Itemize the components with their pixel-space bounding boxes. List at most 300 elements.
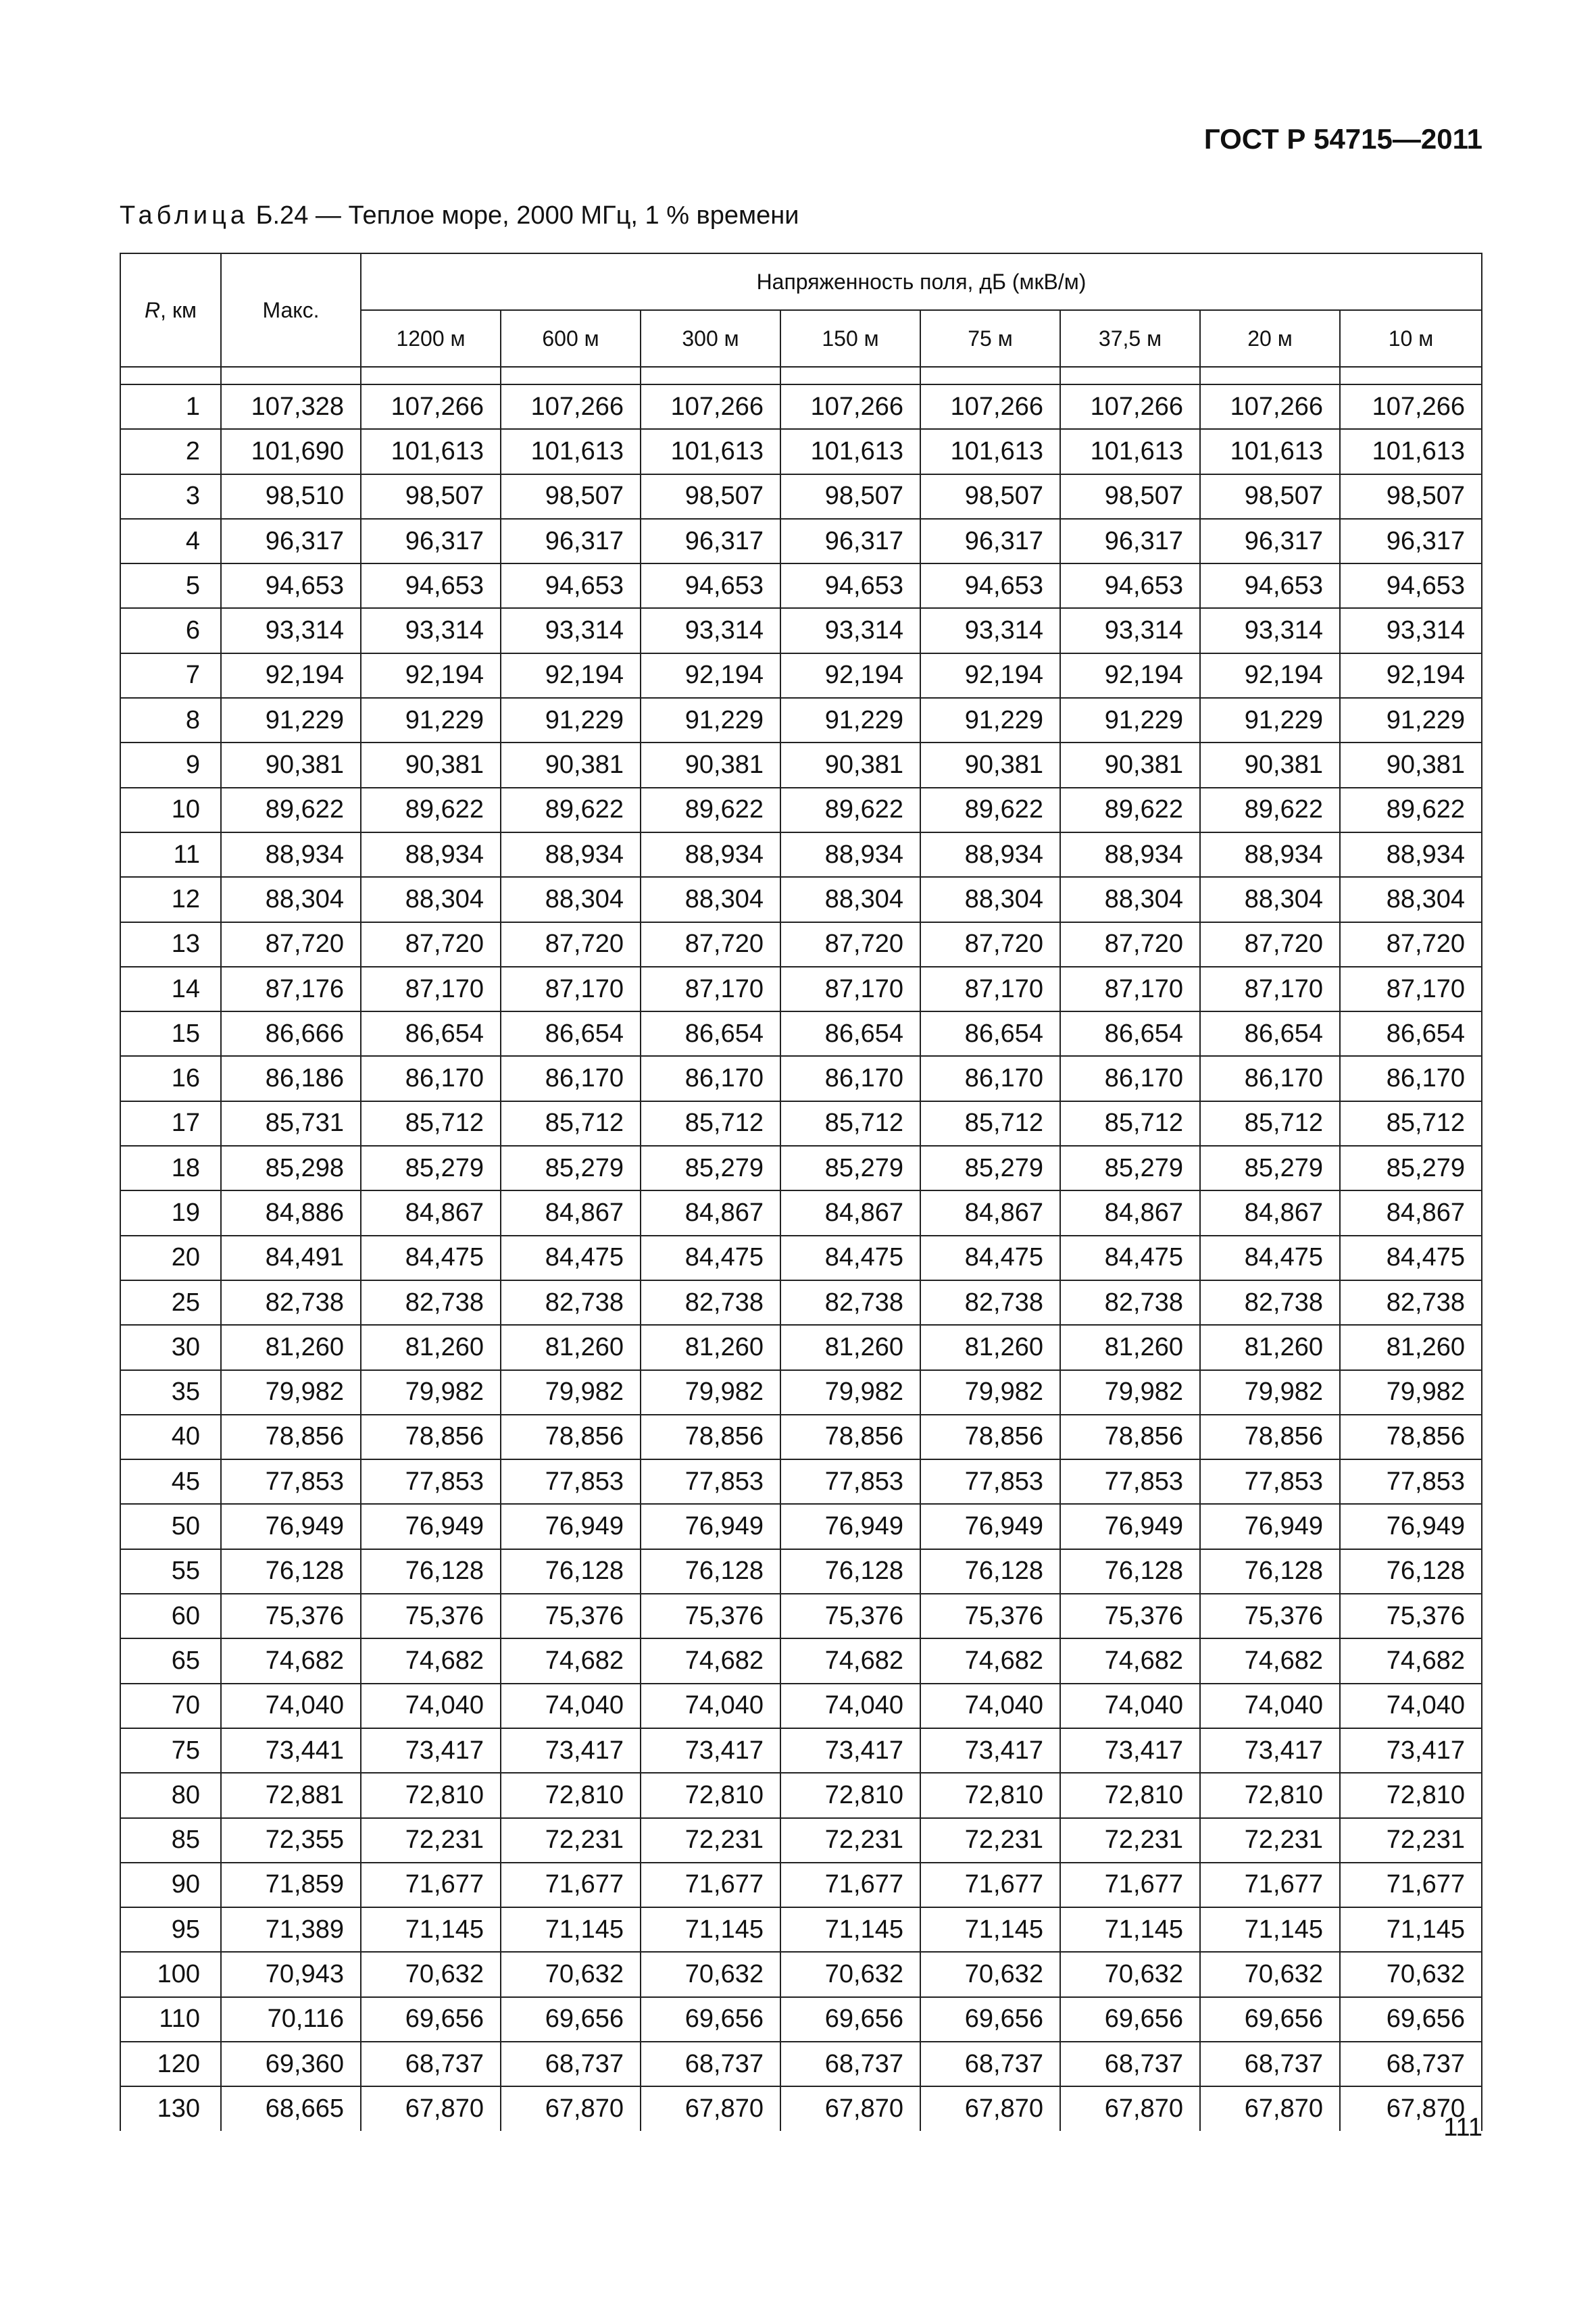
cell-field-strength: 76,128 — [361, 1549, 501, 1594]
table-row — [120, 1549, 1482, 1594]
cell-field-strength: 86,170 — [920, 1056, 1060, 1101]
cell-field-strength: 85,279 — [1060, 1146, 1200, 1190]
table-row — [120, 1684, 1482, 1728]
cell-field-strength: 85,712 — [641, 1101, 780, 1146]
cell-field-strength: 98,507 — [1060, 474, 1200, 519]
cell-field-strength: 72,231 — [1340, 1818, 1482, 1863]
cell-field-strength: 78,856 — [641, 1415, 780, 1459]
cell-field-strength: 84,475 — [780, 1236, 920, 1280]
cell-field-strength: 85,712 — [1340, 1101, 1482, 1146]
table-row — [120, 474, 1482, 519]
cell-r-km: 20 — [120, 1236, 221, 1280]
header-height-37-5: 37,5 м — [1060, 310, 1200, 367]
cell-max: 78,856 — [221, 1415, 361, 1459]
cell-field-strength: 76,128 — [1060, 1549, 1200, 1594]
cell-r-km: 11 — [120, 832, 221, 877]
cell-field-strength: 72,810 — [501, 1773, 641, 1817]
cell-field-strength: 90,381 — [501, 743, 641, 787]
table-caption-label: Таблица — [120, 201, 249, 230]
cell-r-km: 19 — [120, 1190, 221, 1235]
cell-field-strength: 76,128 — [920, 1549, 1060, 1594]
header-r-symbol: R — [145, 297, 161, 322]
cell-field-strength: 87,720 — [1200, 922, 1340, 967]
cell-field-strength: 98,507 — [1200, 474, 1340, 519]
cell-field-strength: 89,622 — [920, 788, 1060, 832]
cell-max: 94,653 — [221, 563, 361, 608]
cell-field-strength: 87,170 — [1060, 967, 1200, 1011]
cell-field-strength: 73,417 — [501, 1728, 641, 1773]
table-row — [120, 1997, 1482, 2042]
table-row — [120, 922, 1482, 967]
cell-field-strength: 88,304 — [780, 877, 920, 922]
cell-r-km: 80 — [120, 1773, 221, 1817]
cell-field-strength: 85,279 — [920, 1146, 1060, 1190]
cell-field-strength: 87,170 — [920, 967, 1060, 1011]
cell-field-strength: 107,266 — [361, 384, 501, 429]
cell-field-strength: 81,260 — [1340, 1325, 1482, 1369]
cell-field-strength: 86,170 — [641, 1056, 780, 1101]
header-max: Макс. — [221, 253, 361, 367]
header-spacer-row — [120, 367, 1482, 384]
cell-field-strength: 84,475 — [1060, 1236, 1200, 1280]
cell-field-strength: 88,934 — [1060, 832, 1200, 877]
cell-max: 107,328 — [221, 384, 361, 429]
cell-field-strength: 70,632 — [780, 1952, 920, 1996]
cell-field-strength: 69,656 — [361, 1997, 501, 2042]
cell-field-strength: 87,170 — [501, 967, 641, 1011]
cell-field-strength: 86,654 — [1340, 1011, 1482, 1056]
page-number: 111 — [1443, 2113, 1482, 2142]
cell-r-km: 90 — [120, 1863, 221, 1907]
cell-field-strength: 71,145 — [780, 1907, 920, 1952]
cell-field-strength: 86,654 — [780, 1011, 920, 1056]
cell-r-km: 13 — [120, 922, 221, 967]
cell-field-strength: 86,170 — [1060, 1056, 1200, 1101]
table-row — [120, 967, 1482, 1011]
cell-field-strength: 91,229 — [780, 698, 920, 743]
cell-field-strength: 67,870 — [1340, 2086, 1482, 2130]
cell-field-strength: 85,712 — [920, 1101, 1060, 1146]
cell-field-strength: 92,194 — [501, 653, 641, 698]
table-row — [120, 608, 1482, 653]
cell-field-strength: 67,870 — [1200, 2086, 1340, 2130]
cell-r-km: 95 — [120, 1907, 221, 1952]
header-r-km — [120, 253, 221, 367]
cell-field-strength: 69,656 — [501, 1997, 641, 2042]
cell-field-strength: 87,170 — [1200, 967, 1340, 1011]
cell-max: 88,304 — [221, 877, 361, 922]
cell-field-strength: 94,653 — [920, 563, 1060, 608]
table-row — [120, 1773, 1482, 1817]
cell-field-strength: 86,170 — [1340, 1056, 1482, 1101]
table-row — [120, 1863, 1482, 1907]
cell-field-strength: 69,656 — [1200, 1997, 1340, 2042]
cell-field-strength: 74,040 — [1340, 1684, 1482, 1728]
header-height-300: 300 м — [641, 310, 780, 367]
cell-field-strength: 77,853 — [780, 1459, 920, 1504]
cell-r-km: 40 — [120, 1415, 221, 1459]
cell-field-strength: 87,170 — [641, 967, 780, 1011]
cell-field-strength: 69,656 — [780, 1997, 920, 2042]
cell-field-strength: 76,949 — [501, 1504, 641, 1549]
cell-field-strength: 96,317 — [920, 519, 1060, 563]
cell-field-strength: 90,381 — [920, 743, 1060, 787]
cell-field-strength: 101,613 — [361, 429, 501, 474]
cell-field-strength: 94,653 — [780, 563, 920, 608]
cell-field-strength: 76,949 — [641, 1504, 780, 1549]
cell-field-strength: 67,870 — [501, 2086, 641, 2130]
table-body — [120, 367, 1482, 2131]
cell-field-strength: 91,229 — [1200, 698, 1340, 743]
cell-field-strength: 77,853 — [1060, 1459, 1200, 1504]
cell-field-strength: 72,810 — [641, 1773, 780, 1817]
cell-field-strength: 86,170 — [780, 1056, 920, 1101]
cell-field-strength: 101,613 — [780, 429, 920, 474]
cell-field-strength: 84,475 — [1200, 1236, 1340, 1280]
table-row — [120, 698, 1482, 743]
cell-max: 91,229 — [221, 698, 361, 743]
cell-max: 74,040 — [221, 1684, 361, 1728]
cell-field-strength: 71,677 — [1060, 1863, 1200, 1907]
table-row — [120, 384, 1482, 429]
cell-field-strength: 71,677 — [361, 1863, 501, 1907]
cell-field-strength: 86,654 — [1060, 1011, 1200, 1056]
cell-field-strength: 76,949 — [1340, 1504, 1482, 1549]
cell-field-strength: 93,314 — [1200, 608, 1340, 653]
cell-field-strength: 88,304 — [641, 877, 780, 922]
cell-field-strength: 86,170 — [1200, 1056, 1340, 1101]
cell-field-strength: 72,231 — [361, 1818, 501, 1863]
cell-field-strength: 88,934 — [361, 832, 501, 877]
cell-field-strength: 86,654 — [1200, 1011, 1340, 1056]
cell-field-strength: 91,229 — [1340, 698, 1482, 743]
table-row — [120, 1504, 1482, 1549]
cell-field-strength: 77,853 — [641, 1459, 780, 1504]
cell-field-strength: 81,260 — [1060, 1325, 1200, 1369]
cell-max: 89,622 — [221, 788, 361, 832]
cell-field-strength: 71,677 — [920, 1863, 1060, 1907]
cell-r-km: 25 — [120, 1280, 221, 1325]
cell-field-strength: 75,376 — [641, 1594, 780, 1638]
cell-field-strength: 74,682 — [361, 1638, 501, 1683]
cell-r-km: 45 — [120, 1459, 221, 1504]
cell-field-strength: 72,810 — [361, 1773, 501, 1817]
cell-field-strength: 67,870 — [1060, 2086, 1200, 2130]
cell-field-strength: 88,934 — [920, 832, 1060, 877]
cell-r-km: 30 — [120, 1325, 221, 1369]
cell-field-strength: 67,870 — [780, 2086, 920, 2130]
cell-field-strength: 88,934 — [501, 832, 641, 877]
cell-field-strength: 76,949 — [780, 1504, 920, 1549]
cell-field-strength: 76,128 — [501, 1549, 641, 1594]
cell-field-strength: 87,720 — [1340, 922, 1482, 967]
cell-max: 87,720 — [221, 922, 361, 967]
cell-field-strength: 73,417 — [1060, 1728, 1200, 1773]
cell-field-strength: 93,314 — [641, 608, 780, 653]
cell-r-km: 50 — [120, 1504, 221, 1549]
cell-field-strength: 74,682 — [1340, 1638, 1482, 1683]
cell-field-strength: 71,145 — [641, 1907, 780, 1952]
cell-field-strength: 94,653 — [1340, 563, 1482, 608]
cell-field-strength: 76,128 — [1340, 1549, 1482, 1594]
cell-field-strength: 92,194 — [1340, 653, 1482, 698]
cell-field-strength: 81,260 — [501, 1325, 641, 1369]
cell-field-strength: 107,266 — [501, 384, 641, 429]
cell-field-strength: 87,720 — [501, 922, 641, 967]
cell-field-strength: 107,266 — [780, 384, 920, 429]
cell-field-strength: 107,266 — [1340, 384, 1482, 429]
cell-field-strength: 67,870 — [641, 2086, 780, 2130]
cell-field-strength: 81,260 — [1200, 1325, 1340, 1369]
cell-field-strength: 87,170 — [361, 967, 501, 1011]
cell-field-strength: 78,856 — [361, 1415, 501, 1459]
table-row — [120, 832, 1482, 877]
cell-field-strength: 70,632 — [1200, 1952, 1340, 1996]
cell-r-km: 2 — [120, 429, 221, 474]
cell-field-strength: 90,381 — [641, 743, 780, 787]
cell-max: 96,317 — [221, 519, 361, 563]
cell-field-strength: 73,417 — [1200, 1728, 1340, 1773]
cell-field-strength: 81,260 — [780, 1325, 920, 1369]
cell-field-strength: 101,613 — [1200, 429, 1340, 474]
cell-r-km: 130 — [120, 2086, 221, 2130]
cell-field-strength: 82,738 — [501, 1280, 641, 1325]
cell-field-strength: 74,040 — [920, 1684, 1060, 1728]
cell-max: 84,491 — [221, 1236, 361, 1280]
cell-field-strength: 107,266 — [641, 384, 780, 429]
cell-field-strength: 74,682 — [1200, 1638, 1340, 1683]
cell-field-strength: 88,934 — [780, 832, 920, 877]
cell-field-strength: 98,507 — [780, 474, 920, 519]
cell-r-km: 15 — [120, 1011, 221, 1056]
cell-field-strength: 86,654 — [920, 1011, 1060, 1056]
cell-field-strength: 96,317 — [1200, 519, 1340, 563]
table-row — [120, 1146, 1482, 1190]
cell-field-strength: 90,381 — [780, 743, 920, 787]
cell-r-km: 12 — [120, 877, 221, 922]
header-height-600: 600 м — [501, 310, 641, 367]
table-header — [120, 253, 1482, 367]
cell-field-strength: 92,194 — [780, 653, 920, 698]
cell-field-strength: 85,279 — [361, 1146, 501, 1190]
cell-field-strength: 88,304 — [920, 877, 1060, 922]
cell-field-strength: 84,867 — [920, 1190, 1060, 1235]
cell-field-strength: 87,170 — [780, 967, 920, 1011]
cell-max: 88,934 — [221, 832, 361, 877]
cell-field-strength: 98,507 — [641, 474, 780, 519]
cell-field-strength: 87,170 — [1340, 967, 1482, 1011]
cell-field-strength: 72,810 — [780, 1773, 920, 1817]
cell-field-strength: 89,622 — [780, 788, 920, 832]
cell-field-strength: 72,810 — [1340, 1773, 1482, 1817]
cell-field-strength: 91,229 — [1060, 698, 1200, 743]
cell-r-km: 9 — [120, 743, 221, 787]
cell-field-strength: 76,949 — [920, 1504, 1060, 1549]
cell-r-km: 110 — [120, 1997, 221, 2042]
cell-field-strength: 84,475 — [920, 1236, 1060, 1280]
cell-field-strength: 89,622 — [1340, 788, 1482, 832]
cell-field-strength: 69,656 — [920, 1997, 1060, 2042]
cell-field-strength: 74,040 — [1060, 1684, 1200, 1728]
cell-field-strength: 90,381 — [1200, 743, 1340, 787]
cell-field-strength: 84,867 — [361, 1190, 501, 1235]
cell-field-strength: 75,376 — [920, 1594, 1060, 1638]
cell-field-strength: 93,314 — [780, 608, 920, 653]
cell-field-strength: 94,653 — [361, 563, 501, 608]
cell-field-strength: 70,632 — [641, 1952, 780, 1996]
cell-field-strength: 84,867 — [780, 1190, 920, 1235]
cell-field-strength: 69,656 — [1340, 1997, 1482, 2042]
cell-field-strength: 69,656 — [641, 1997, 780, 2042]
cell-max: 84,886 — [221, 1190, 361, 1235]
table-row — [120, 1594, 1482, 1638]
cell-field-strength: 85,279 — [641, 1146, 780, 1190]
cell-field-strength: 101,613 — [501, 429, 641, 474]
cell-field-strength: 72,231 — [641, 1818, 780, 1863]
cell-field-strength: 91,229 — [501, 698, 641, 743]
cell-r-km: 35 — [120, 1370, 221, 1415]
table-row — [120, 1056, 1482, 1101]
cell-field-strength: 98,507 — [1340, 474, 1482, 519]
table-row — [120, 2042, 1482, 2086]
cell-field-strength: 82,738 — [920, 1280, 1060, 1325]
cell-field-strength: 78,856 — [920, 1415, 1060, 1459]
cell-field-strength: 74,682 — [780, 1638, 920, 1683]
cell-field-strength: 73,417 — [641, 1728, 780, 1773]
cell-field-strength: 101,613 — [641, 429, 780, 474]
cell-field-strength: 69,656 — [1060, 1997, 1200, 2042]
cell-field-strength: 84,475 — [641, 1236, 780, 1280]
cell-field-strength: 96,317 — [501, 519, 641, 563]
table-row — [120, 788, 1482, 832]
cell-field-strength: 82,738 — [641, 1280, 780, 1325]
cell-r-km: 70 — [120, 1684, 221, 1728]
cell-max: 75,376 — [221, 1594, 361, 1638]
table-row — [120, 1011, 1482, 1056]
cell-field-strength: 70,632 — [920, 1952, 1060, 1996]
cell-field-strength: 71,677 — [1340, 1863, 1482, 1907]
cell-field-strength: 72,810 — [920, 1773, 1060, 1817]
cell-field-strength: 85,279 — [780, 1146, 920, 1190]
cell-max: 69,360 — [221, 2042, 361, 2086]
table-row — [120, 877, 1482, 922]
cell-field-strength: 92,194 — [641, 653, 780, 698]
cell-field-strength: 72,231 — [1060, 1818, 1200, 1863]
cell-field-strength: 81,260 — [361, 1325, 501, 1369]
cell-field-strength: 85,712 — [1200, 1101, 1340, 1146]
table-row — [120, 1952, 1482, 1996]
cell-field-strength: 77,853 — [1200, 1459, 1340, 1504]
cell-field-strength: 101,613 — [1060, 429, 1200, 474]
table-row — [120, 653, 1482, 698]
cell-field-strength: 90,381 — [1340, 743, 1482, 787]
table-row — [120, 1638, 1482, 1683]
cell-field-strength: 68,737 — [1060, 2042, 1200, 2086]
cell-field-strength: 73,417 — [1340, 1728, 1482, 1773]
cell-max: 68,665 — [221, 2086, 361, 2130]
cell-field-strength: 74,040 — [1200, 1684, 1340, 1728]
cell-field-strength: 93,314 — [1060, 608, 1200, 653]
cell-field-strength: 88,934 — [641, 832, 780, 877]
cell-field-strength: 70,632 — [361, 1952, 501, 1996]
cell-field-strength: 84,867 — [1340, 1190, 1482, 1235]
cell-field-strength: 94,653 — [1060, 563, 1200, 608]
cell-field-strength: 70,632 — [1060, 1952, 1200, 1996]
document-header: ГОСТ Р 54715—2011 — [1203, 123, 1482, 155]
cell-field-strength: 70,632 — [1340, 1952, 1482, 1996]
header-r-unit: , км — [160, 297, 197, 322]
cell-field-strength: 76,128 — [1200, 1549, 1340, 1594]
cell-field-strength: 86,654 — [501, 1011, 641, 1056]
cell-field-strength: 86,170 — [361, 1056, 501, 1101]
cell-field-strength: 68,737 — [641, 2042, 780, 2086]
table-row — [120, 429, 1482, 474]
cell-r-km: 3 — [120, 474, 221, 519]
cell-field-strength: 76,949 — [361, 1504, 501, 1549]
cell-max: 70,116 — [221, 1997, 361, 2042]
cell-field-strength: 79,982 — [920, 1370, 1060, 1415]
cell-field-strength: 74,682 — [1060, 1638, 1200, 1683]
cell-field-strength: 84,475 — [501, 1236, 641, 1280]
cell-field-strength: 96,317 — [1060, 519, 1200, 563]
cell-field-strength: 87,720 — [641, 922, 780, 967]
cell-field-strength: 91,229 — [361, 698, 501, 743]
cell-field-strength: 79,982 — [780, 1370, 920, 1415]
cell-field-strength: 82,738 — [1200, 1280, 1340, 1325]
table-row — [120, 563, 1482, 608]
cell-field-strength: 77,853 — [1340, 1459, 1482, 1504]
cell-field-strength: 72,231 — [1200, 1818, 1340, 1863]
cell-field-strength: 98,507 — [501, 474, 641, 519]
cell-field-strength: 96,317 — [780, 519, 920, 563]
cell-field-strength: 86,170 — [501, 1056, 641, 1101]
cell-field-strength: 73,417 — [780, 1728, 920, 1773]
cell-field-strength: 88,304 — [1340, 877, 1482, 922]
cell-r-km: 120 — [120, 2042, 221, 2086]
cell-field-strength: 72,231 — [920, 1818, 1060, 1863]
cell-field-strength: 92,194 — [1200, 653, 1340, 698]
cell-field-strength: 75,376 — [361, 1594, 501, 1638]
cell-field-strength: 68,737 — [501, 2042, 641, 2086]
cell-field-strength: 72,810 — [1200, 1773, 1340, 1817]
cell-field-strength: 87,720 — [780, 922, 920, 967]
cell-field-strength: 94,653 — [641, 563, 780, 608]
cell-field-strength: 89,622 — [361, 788, 501, 832]
cell-field-strength: 79,982 — [501, 1370, 641, 1415]
cell-field-strength: 82,738 — [780, 1280, 920, 1325]
field-strength-table — [120, 253, 1482, 2131]
cell-field-strength: 76,128 — [641, 1549, 780, 1594]
cell-field-strength: 107,266 — [1200, 384, 1340, 429]
cell-r-km: 10 — [120, 788, 221, 832]
cell-field-strength: 77,853 — [920, 1459, 1060, 1504]
cell-field-strength: 71,145 — [501, 1907, 641, 1952]
cell-r-km: 55 — [120, 1549, 221, 1594]
cell-field-strength: 78,856 — [1200, 1415, 1340, 1459]
cell-field-strength: 96,317 — [361, 519, 501, 563]
cell-field-strength: 72,231 — [780, 1818, 920, 1863]
cell-field-strength: 75,376 — [1340, 1594, 1482, 1638]
cell-field-strength: 71,677 — [641, 1863, 780, 1907]
cell-field-strength: 93,314 — [920, 608, 1060, 653]
header-height-75: 75 м — [920, 310, 1060, 367]
table-caption — [120, 201, 799, 230]
cell-field-strength: 71,145 — [1200, 1907, 1340, 1952]
cell-field-strength: 94,653 — [501, 563, 641, 608]
cell-field-strength: 84,867 — [501, 1190, 641, 1235]
cell-field-strength: 84,867 — [1200, 1190, 1340, 1235]
cell-field-strength: 84,867 — [1060, 1190, 1200, 1235]
